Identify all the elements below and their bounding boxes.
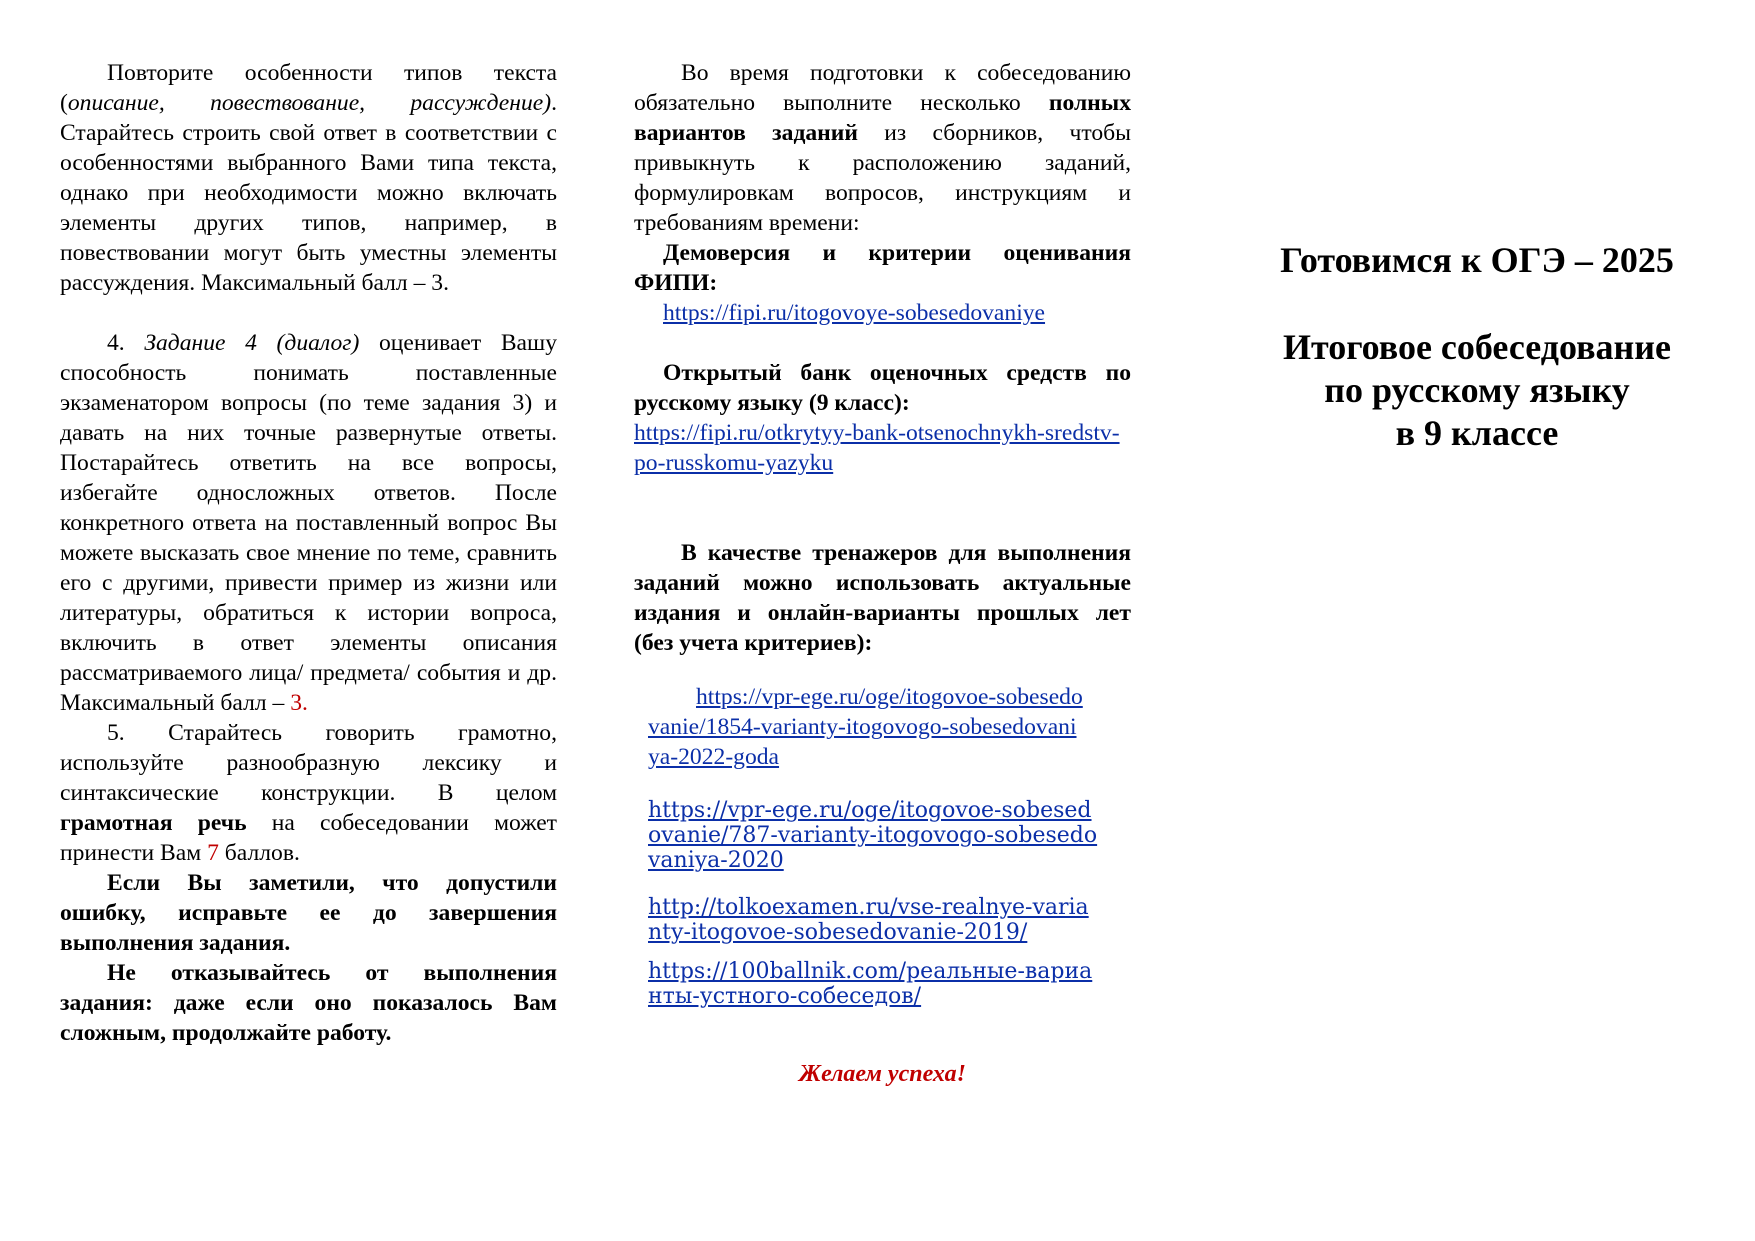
middle-column (634, 58, 1131, 1088)
left-column (60, 58, 557, 1048)
task-5-paragraph: 5. Старайтесь говорить грамотно, используйте разнообразную лексику и синтаксические конструкции. В целом грамотная речь на собеседовании может принести Вам 7 баллов. (60, 720, 557, 866)
bank-link[interactable]: https://fipi.ru/otkrytyy-bank-otsenochnykh-sredstv-po-russkomu-yazyku (634, 420, 1120, 476)
demo-label: Демоверсия и критерии оценивания ФИПИ: (634, 240, 1131, 296)
subtitle-line-1: Итоговое собеседование (1282, 327, 1671, 367)
preparation-paragraph: Во время подготовки к собеседованию обязательно выполните несколько полных вариантов заданий из сборников, чтобы привыкнуть к расположению заданий, формулировкам вопросов, инструкциям и требованиям времени: (634, 60, 1131, 236)
task-4-score: 3. (290, 690, 308, 716)
trainer-link-2020[interactable]: https://vpr-ege.ru/oge/itogovoe-sobesedovanie/787-varianty-itogovogo-sobesedovaniya-2020 (648, 798, 1098, 873)
demo-link[interactable]: https://fipi.ru/itogovoye-sobesedovaniye (663, 300, 1046, 326)
text-types-paragraph: Повторите особенности типов текста (описание, повествование, рассуждение). Старайтесь строить свой ответ в соответствии с особенностями выбранного Вами типа текста, однако при необходимости можно включать элементы других типов, например, в повествовании могут быть уместны элементы рассуждения. Максимальный балл – 3. (60, 60, 557, 296)
bank-label: Открытый банк оценочных средств по русскому языку (9 класс): (634, 360, 1131, 416)
trainer-link-2019[interactable]: http://tolkoexamen.ru/vse-realnye-varianty-itogovoe-sobesedovanie-2019/ (648, 895, 1089, 945)
fix-mistake-note: Если Вы заметили, что допустили ошибку, исправьте ее до завершения выполнения задания. (60, 870, 557, 956)
right-column (1265, 238, 1689, 455)
trainers-label: В качестве тренажеров для выполнения заданий можно использовать актуальные издания и онлайн-варианты прошлых лет (без учета критериев): (634, 540, 1131, 656)
subtitle-line-2: по русскому языку (1324, 370, 1630, 410)
task-4-paragraph: 4. Задание 4 (диалог) оценивает Вашу способность понимать поставленные экзаменатором вопросы (по теме задания 3) и давать на них точные развернутые ответы. Постарайтесь ответить на все вопросы, избегайте односложных ответов. После конкретного ответа на поставленный вопрос Вы можете высказать свое мнение по теме, сравнить его с другими, привести пример из жизни или литературы, обратиться к истории вопроса, включить в ответ элементы описания рассматриваемого лица/ предмета/ события и др. Максимальный балл – 3. (60, 330, 557, 716)
subtitle-line-3: в 9 классе (1395, 413, 1559, 453)
good-luck-wish: Желаем успеха! (799, 1061, 966, 1087)
grammar-score: 7 (207, 840, 219, 866)
trainer-link-100ballnik[interactable]: https://100ballnik.com/реальные-варианты-устного-собеседов/ (648, 959, 1093, 1009)
page-title: Готовимся к ОГЭ – 2025 (1280, 240, 1674, 280)
trainer-link-2022[interactable]: https://vpr-ege.ru/oge/itogovoe-sobesedovanie/1854-varianty-itogovogo-sobesedovaniya-2022-goda (648, 684, 1083, 770)
dont-give-up-note: Не отказывайтесь от выполнения задания: даже если оно показалось Вам сложным, продолжайте работу. (60, 960, 557, 1046)
